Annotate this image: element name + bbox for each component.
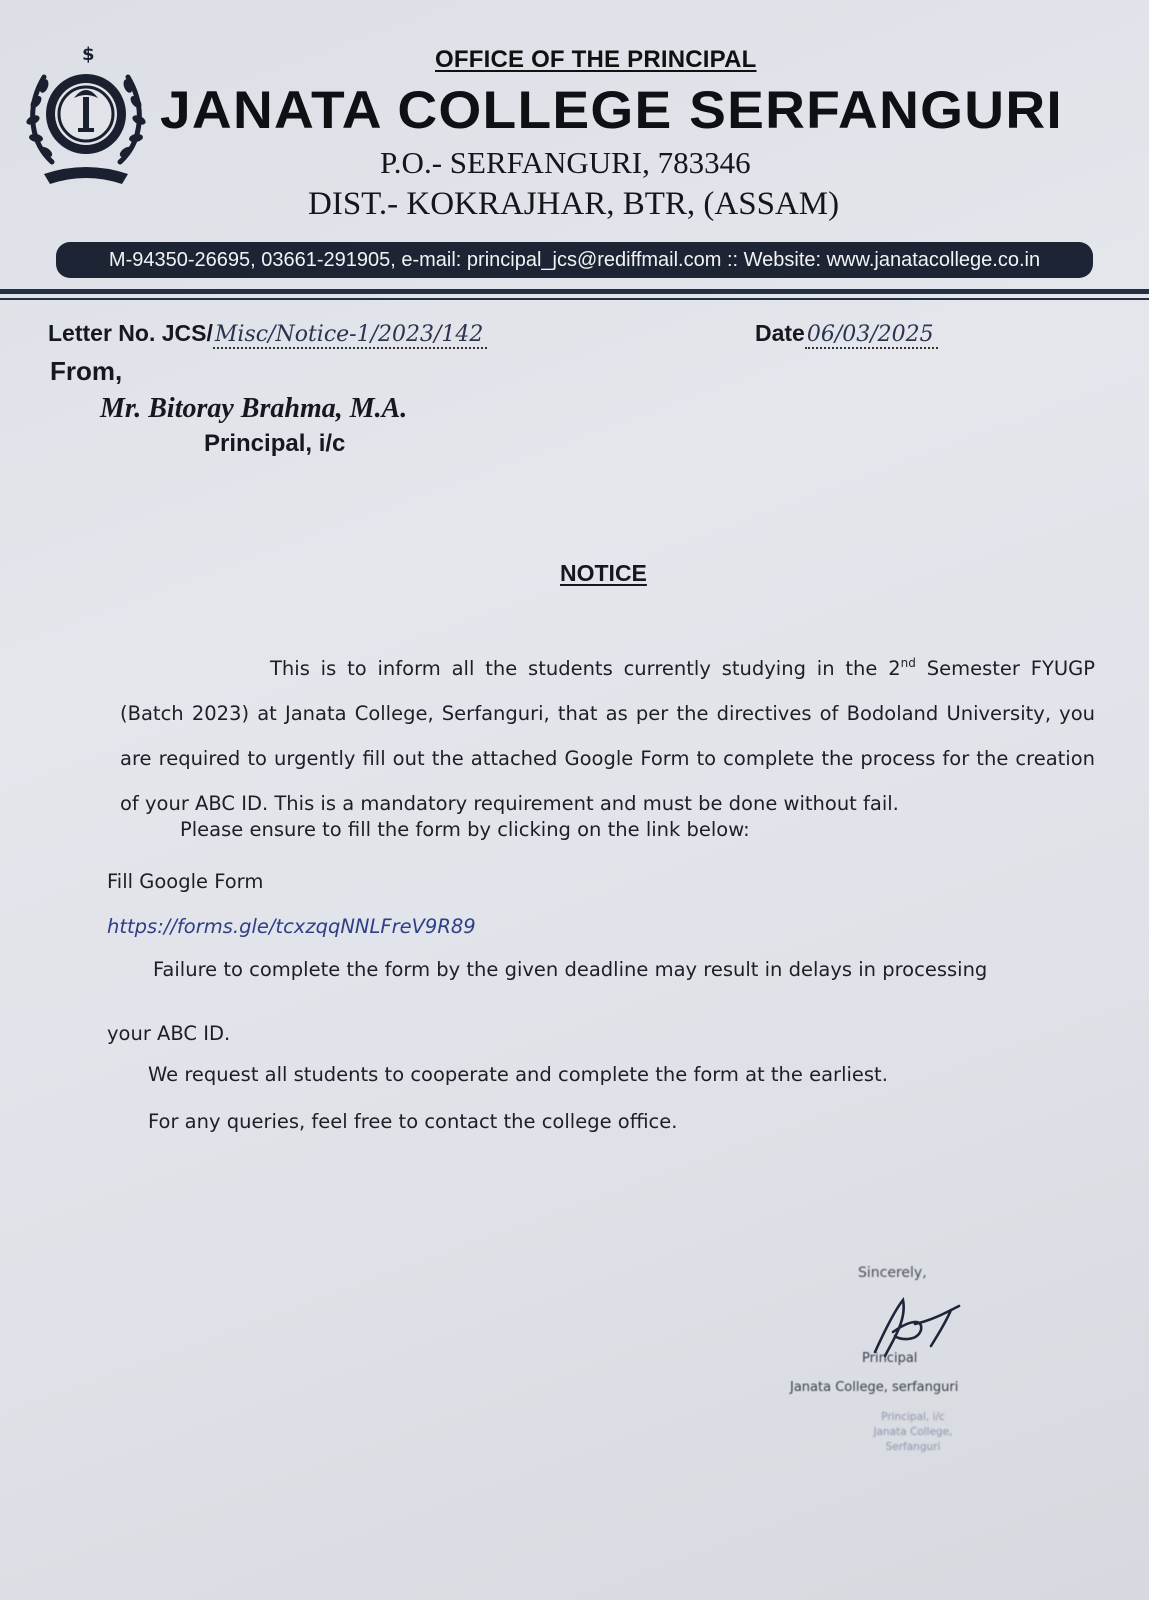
letter-number xyxy=(48,320,487,347)
google-form-link[interactable]: https://forms.gle/tcxzqqNNLFreV9R89 xyxy=(107,915,476,938)
date-value: 06/03/2025 xyxy=(805,322,938,349)
letter-number-label: Letter No. JCS/ xyxy=(48,320,213,346)
notice-paragraph-1 xyxy=(120,646,1095,826)
date-label: Date xyxy=(755,320,805,346)
notice-paragraph-5: For any queries, feel free to contact the college office. xyxy=(148,1110,678,1133)
office-stamp xyxy=(858,1410,968,1455)
ordinal-suffix: nd xyxy=(900,656,916,670)
notice-paragraph-3-line-1: Failure to complete the form by the given deadline may result in delays in processing xyxy=(153,958,988,981)
para-1-part-1: This is to inform all the students currently studying in the 2 xyxy=(270,657,901,680)
address-line-1: P.O.- SERFANGURI, 783346 xyxy=(380,145,751,180)
sender-title: Principal, i/c xyxy=(204,430,346,457)
notice-heading: NOTICE xyxy=(560,560,647,586)
form-label: Fill Google Form xyxy=(107,870,264,893)
office-of-principal-heading: OFFICE OF THE PRINCIPAL xyxy=(435,46,757,73)
notice-paragraph-3-line-2: your ABC ID. xyxy=(107,1022,231,1045)
notice-paragraph-2: Please ensure to fill the form by clicking on the link below: xyxy=(180,818,750,841)
header-divider xyxy=(0,289,1149,294)
college-emblem-icon xyxy=(22,42,150,188)
notice-paragraph-4: We request all students to cooperate and complete the form at the earliest. xyxy=(148,1063,888,1086)
stamp-line-1: Principal, i/c xyxy=(881,1411,945,1423)
letter-number-value: Misc/Notice-1/2023/142 xyxy=(213,322,488,349)
contact-bar: M-94350-26695, 03661-291905, e-mail: principal_jcs@rediffmail.com :: Website: www.janatacollege.co.in xyxy=(56,242,1093,278)
closing-text: Sincerely, xyxy=(858,1265,927,1281)
signatory-institution: Janata College, serfanguri xyxy=(790,1380,959,1395)
college-name: JANATA COLLEGE SERFANGURI xyxy=(160,81,1063,140)
sender-name: Mr. Bitoray Brahma, M.A. xyxy=(100,393,408,424)
header-divider-thin xyxy=(0,298,1149,300)
para-1-part-2: Semester FYUGP (Batch 2023) at Janata College, Serfanguri, that as per the directives of Bodoland University, you are required to urgently fill out the attached Google Form to complete the process for the creation of your ABC ID. This is a mandatory requirement and must be done without fail. xyxy=(120,657,1096,815)
letter-date xyxy=(755,320,938,347)
from-label: From, xyxy=(50,356,123,386)
signatory-role: Principal xyxy=(862,1351,918,1366)
stamp-line-2: Janata College, xyxy=(873,1426,953,1438)
svg-text:$: $ xyxy=(82,44,95,65)
address-line-2: DIST.- KOKRAJHAR, BTR, (ASSAM) xyxy=(308,186,840,222)
stamp-line-3: Serfanguri xyxy=(885,1441,941,1453)
